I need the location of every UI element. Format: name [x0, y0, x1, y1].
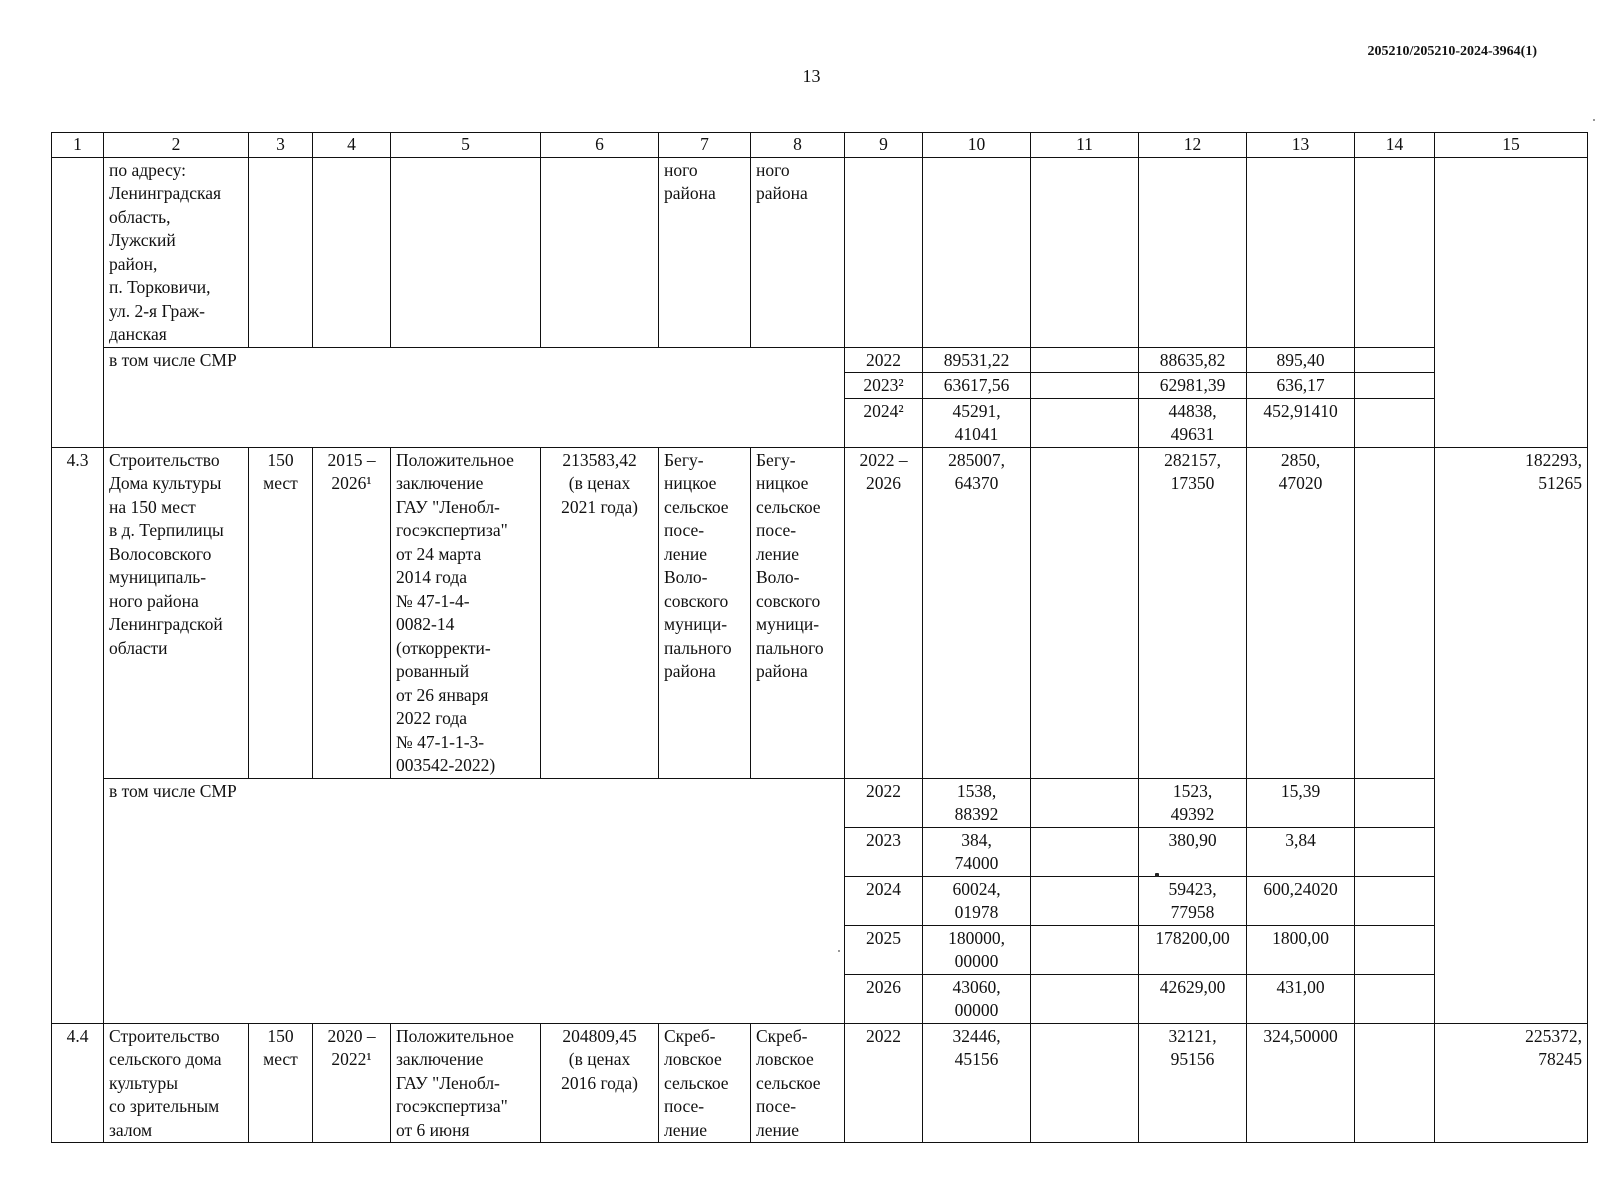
column-header: 9	[845, 133, 923, 158]
table-row	[52, 347, 1588, 373]
value-cell: 600,24020	[1247, 876, 1355, 925]
expertise-cell: Положительное заключение ГАУ "Ленобл- госэкспертиза" от 24 марта 2014 года № 47-1-4- 0082-14 (откорректи- рованный от 26 января 2022 года № 47-1-1-3- 003542-2022)	[391, 447, 541, 778]
owner-cell: Бегу- ницкое сельское посе- ление Воло- совского муници- пального района	[751, 447, 845, 778]
year-cell: 2025	[845, 925, 923, 974]
value-cell	[1355, 827, 1435, 876]
scan-speck	[1593, 119, 1595, 121]
value-cell: 45291, 41041	[923, 398, 1031, 447]
value-cell: 44838, 49631	[1139, 398, 1247, 447]
value-cell	[1031, 373, 1139, 399]
value-cell: 88635,82	[1139, 347, 1247, 373]
value-cell: 636,17	[1247, 373, 1355, 399]
value-cell	[1031, 447, 1139, 778]
value-cell	[1355, 1023, 1435, 1143]
year-cell: 2024²	[845, 398, 923, 447]
value-cell: 452,91410	[1247, 398, 1355, 447]
value-cell	[1031, 778, 1139, 827]
period-cell	[313, 157, 391, 347]
column-header: 7	[659, 133, 751, 158]
value-cell	[1031, 925, 1139, 974]
row-number-cell	[52, 157, 104, 447]
value-cell: 89531,22	[923, 347, 1031, 373]
value-cell	[1355, 157, 1435, 347]
smr-label: в том числе СМР	[104, 778, 845, 1023]
column-header: 8	[751, 133, 845, 158]
total-cell: 182293, 51265	[1435, 447, 1588, 1023]
column-number-row	[52, 133, 1588, 158]
year-cell: 2024	[845, 876, 923, 925]
value-cell: 324,50000	[1247, 1023, 1355, 1143]
value-cell: 42629,00	[1139, 974, 1247, 1023]
object-name-cell: по адресу: Ленинградская область, Лужский район, п. Торковичи, ул. 2-я Граж- данская	[104, 157, 249, 347]
column-header: 1	[52, 133, 104, 158]
value-cell: 1538, 88392	[923, 778, 1031, 827]
row-number-cell: 4.4	[52, 1023, 104, 1143]
value-cell	[1355, 373, 1435, 399]
value-cell	[923, 157, 1031, 347]
value-cell: 380,90	[1139, 827, 1247, 876]
scan-speck	[838, 950, 840, 952]
column-header: 12	[1139, 133, 1247, 158]
column-header: 5	[391, 133, 541, 158]
value-cell	[1139, 157, 1247, 347]
value-cell: 1523, 49392	[1139, 778, 1247, 827]
total-cell	[1435, 157, 1588, 447]
data-table	[51, 132, 1588, 1143]
value-cell	[1031, 1023, 1139, 1143]
cost-cell: 213583,42 (в ценах 2021 года)	[541, 447, 659, 778]
column-header: 10	[923, 133, 1031, 158]
year-cell: 2023	[845, 827, 923, 876]
value-cell: 178200,00	[1139, 925, 1247, 974]
value-cell	[1031, 827, 1139, 876]
value-cell: 32446, 45156	[923, 1023, 1031, 1143]
year-cell: 2022	[845, 347, 923, 373]
table-row	[52, 1023, 1588, 1143]
year-cell: 2026	[845, 974, 923, 1023]
expertise-cell	[391, 157, 541, 347]
expertise-cell: Положительное заключение ГАУ "Ленобл- госэкспертиза" от 6 июня	[391, 1023, 541, 1143]
scan-speck	[1155, 873, 1159, 877]
value-cell: 282157, 17350	[1139, 447, 1247, 778]
capacity-cell: 150 мест	[249, 447, 313, 778]
value-cell	[1355, 398, 1435, 447]
table-row	[52, 157, 1588, 347]
cost-cell	[541, 157, 659, 347]
column-header: 3	[249, 133, 313, 158]
column-header: 14	[1355, 133, 1435, 158]
value-cell	[1355, 925, 1435, 974]
year-cell: 2023²	[845, 373, 923, 399]
period-cell: 2020 – 2022¹	[313, 1023, 391, 1143]
owner-cell: Скреб- ловское сельское посе- ление	[751, 1023, 845, 1143]
document-id: 205210/205210-2024-3964(1)	[1367, 44, 1537, 59]
column-header: 11	[1031, 133, 1139, 158]
value-cell: 2850, 47020	[1247, 447, 1355, 778]
column-header: 4	[313, 133, 391, 158]
value-cell	[1355, 778, 1435, 827]
value-cell: 180000, 00000	[923, 925, 1031, 974]
value-cell: 43060, 00000	[923, 974, 1031, 1023]
row-number-cell: 4.3	[52, 447, 104, 1023]
customer-cell: Бегу- ницкое сельское посе- ление Воло- совского муници- пального района	[659, 447, 751, 778]
value-cell	[1247, 157, 1355, 347]
value-cell: 3,84	[1247, 827, 1355, 876]
year-cell: 2022 – 2026	[845, 447, 923, 778]
total-cell: 225372, 78245	[1435, 1023, 1588, 1143]
column-header: 15	[1435, 133, 1588, 158]
customer-cell: ного района	[659, 157, 751, 347]
object-name-cell: Строительство Дома культуры на 150 мест в д. Терпилицы Волосовского муниципаль- ного района Ленинградской области	[104, 447, 249, 778]
table-row	[52, 778, 1588, 827]
page-number: 13	[802, 66, 821, 86]
value-cell: 60024, 01978	[923, 876, 1031, 925]
value-cell	[1031, 876, 1139, 925]
value-cell: 431,00	[1247, 974, 1355, 1023]
year-cell	[845, 157, 923, 347]
owner-cell: ного района	[751, 157, 845, 347]
smr-label: в том числе СМР	[104, 347, 845, 447]
column-header: 6	[541, 133, 659, 158]
table-row	[52, 447, 1588, 778]
cost-cell: 204809,45 (в ценах 2016 года)	[541, 1023, 659, 1143]
year-cell: 2022	[845, 778, 923, 827]
value-cell	[1355, 974, 1435, 1023]
value-cell: 59423, 77958	[1139, 876, 1247, 925]
value-cell	[1031, 974, 1139, 1023]
year-cell: 2022	[845, 1023, 923, 1143]
value-cell: 895,40	[1247, 347, 1355, 373]
value-cell: 63617,56	[923, 373, 1031, 399]
value-cell	[1355, 876, 1435, 925]
value-cell: 1800,00	[1247, 925, 1355, 974]
value-cell: 62981,39	[1139, 373, 1247, 399]
value-cell: 384, 74000	[923, 827, 1031, 876]
column-header: 2	[104, 133, 249, 158]
value-cell	[1031, 347, 1139, 373]
capacity-cell	[249, 157, 313, 347]
value-cell: 15,39	[1247, 778, 1355, 827]
value-cell	[1355, 447, 1435, 778]
column-header: 13	[1247, 133, 1355, 158]
value-cell	[1355, 347, 1435, 373]
value-cell: 285007, 64370	[923, 447, 1031, 778]
value-cell	[1031, 398, 1139, 447]
object-name-cell: Строительство сельского дома культуры со зрительным залом	[104, 1023, 249, 1143]
capacity-cell: 150 мест	[249, 1023, 313, 1143]
period-cell: 2015 – 2026¹	[313, 447, 391, 778]
value-cell: 32121, 95156	[1139, 1023, 1247, 1143]
customer-cell: Скреб- ловское сельское посе- ление	[659, 1023, 751, 1143]
value-cell	[1031, 157, 1139, 347]
